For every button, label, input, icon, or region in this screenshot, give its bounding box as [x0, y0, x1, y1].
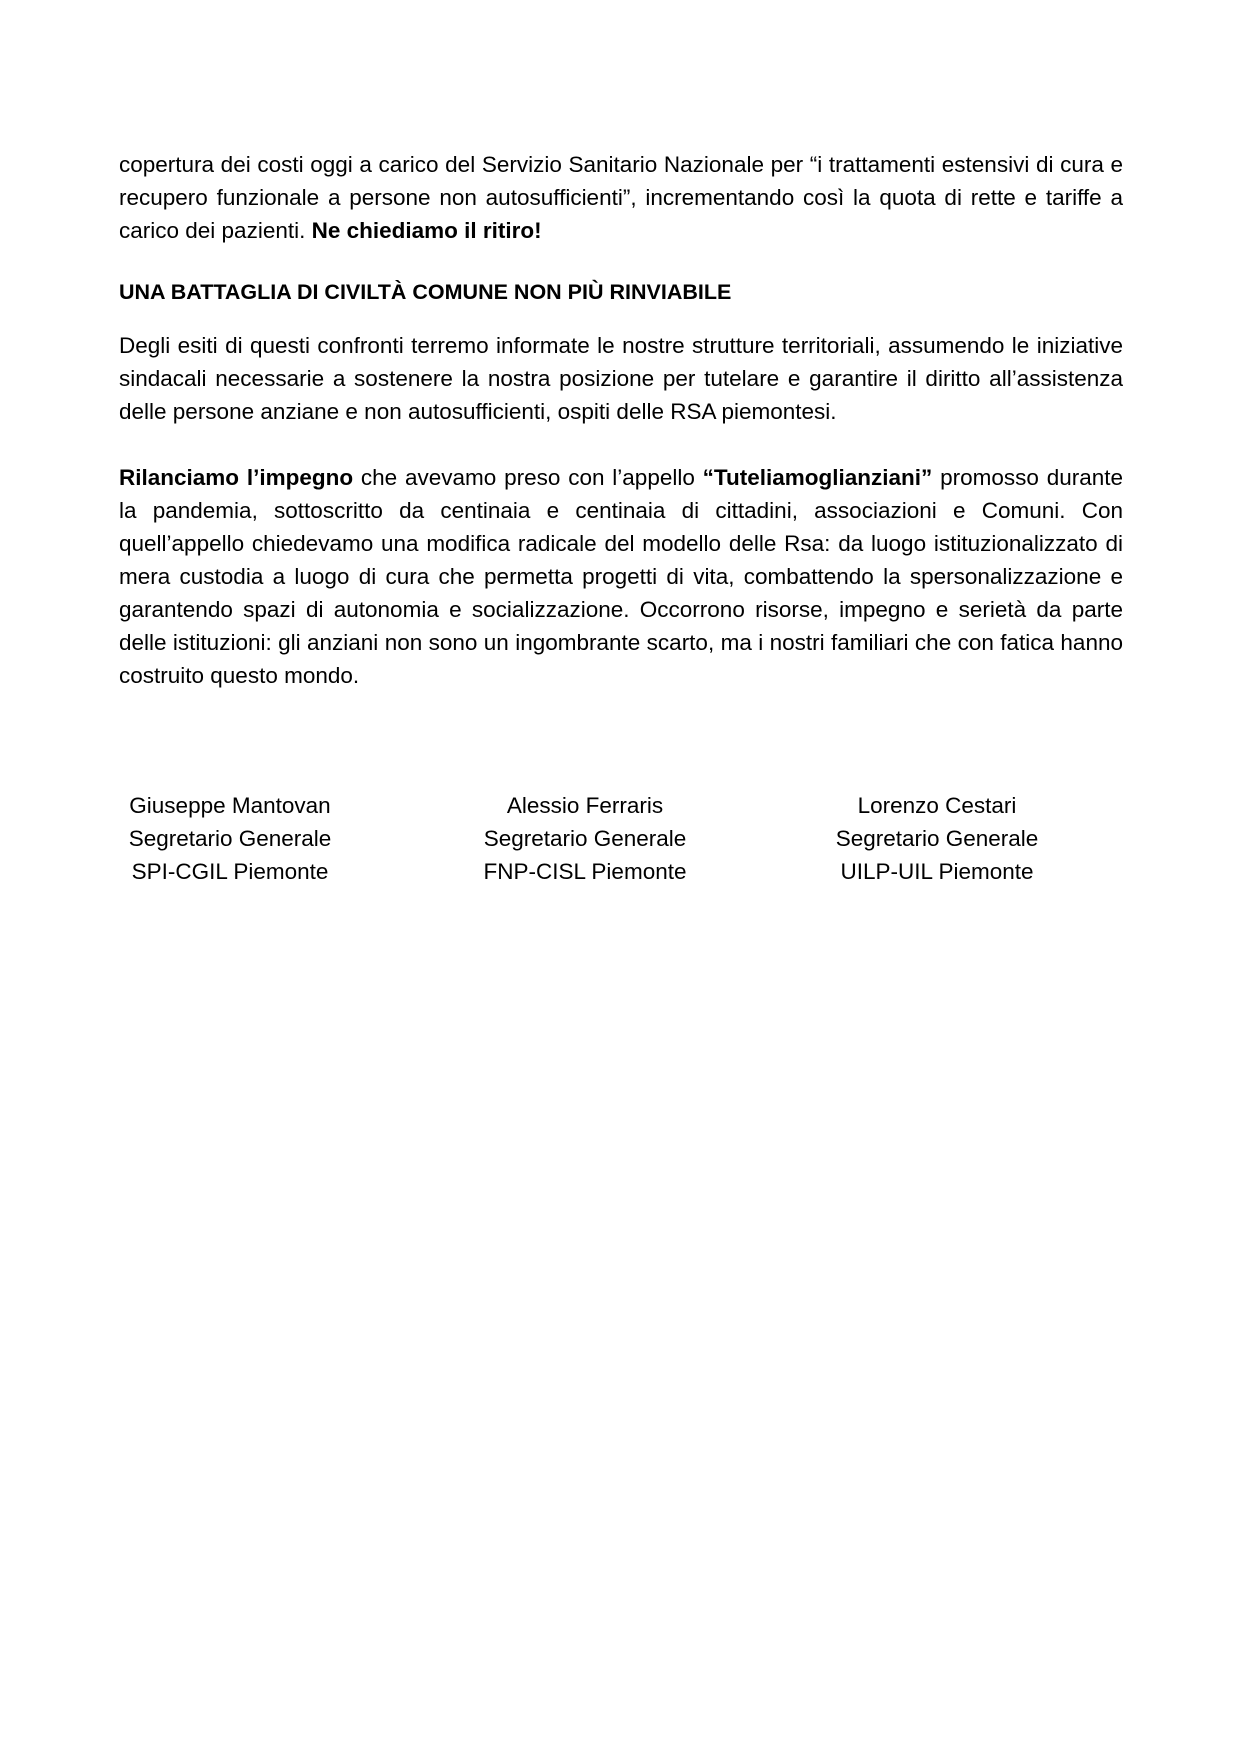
appeal-name: “Tuteliamoglianziani” — [702, 465, 933, 490]
section-heading: UNA BATTAGLIA DI CIVILTÀ COMUNE NON PIÙ RINVIABILE — [119, 280, 732, 304]
appeal-text-2: promosso durante la pandemia, sottoscritto da centinaia e centinaia di cittadini, associazioni e Comuni. Con quell’appello chiedevamo una modifica radicale del modello delle Rsa: da luogo istituzionalizzato di mera custodia a luogo di cura che permetta progetti di vita, combattendo la spersonalizzazione e garantendo spazi di autonomia e socializzazione. Occorrono risorse, impegno e serietà da parte delle istituzioni: gli anziani non sono un ingombrante scarto, ma i nostri familiari che con fatica hanno costruito questo mondo. — [119, 465, 1124, 688]
document-body — [119, 148, 1123, 692]
signatory-role: Segretario Generale — [835, 826, 1039, 851]
signatory-name: Lorenzo Cestari — [857, 793, 1017, 818]
signatory-name: Alessio Ferraris — [506, 793, 664, 818]
signatory-fnp-cisl — [460, 789, 710, 888]
paragraph-costs-text: copertura dei costi oggi a carico del Servizio Sanitario Nazionale per “i trattamenti estensivi di cura e recupero funzionale a persone non autosufficienti”, incrementando così la quota di rette e tariffe a carico dei pazienti. — [119, 152, 1123, 243]
signatory-organization: SPI-CGIL Piemonte — [131, 859, 329, 884]
signatory-spi-cgil — [105, 789, 355, 888]
appeal-lead: Rilanciamo l’impegno — [119, 465, 354, 490]
signatory-organization: FNP-CISL Piemonte — [483, 859, 687, 884]
paragraph-outcomes: Degli esiti di questi confronti terremo informate le nostre strutture territoriali, assumendo le iniziative sindacali necessarie a sostenere la nostra posizione per tutelare e garantire il diritto all’assistenza delle persone anziane e non autosufficienti, ospiti delle RSA piemontesi. — [119, 333, 1123, 424]
paragraph-costs — [119, 148, 1123, 247]
appeal-text-1: che avevamo preso con l’appello — [353, 465, 703, 490]
paragraph-appeal — [119, 461, 1123, 692]
signatory-name: Giuseppe Mantovan — [129, 793, 331, 818]
signatory-role: Segretario Generale — [483, 826, 687, 851]
signatory-organization: UILP-UIL Piemonte — [840, 859, 1034, 884]
signatory-uilp-uil — [812, 789, 1062, 888]
withdrawal-demand: Ne chiediamo il ritiro! — [311, 218, 542, 243]
signatory-role: Segretario Generale — [128, 826, 332, 851]
